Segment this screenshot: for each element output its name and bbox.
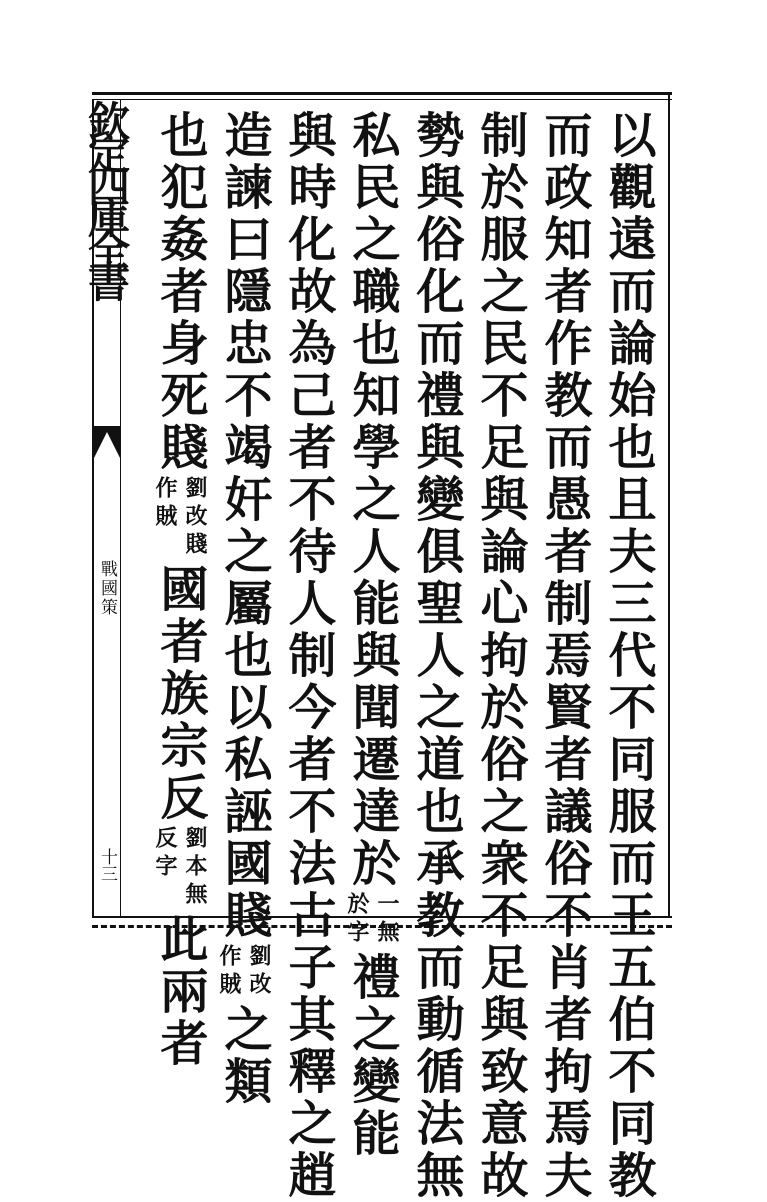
main-text: 之類 — [216, 1004, 272, 1108]
banxin-chapter: 戰國策 — [97, 560, 117, 617]
text-column — [470, 110, 530, 1202]
text-column — [214, 110, 274, 1108]
main-text: 以觀遠而論始也且夫三代不同服而王五伯不同教 — [600, 110, 656, 1202]
main-text: 而政知者作教而愚者制焉賢者議俗不肖者拘焉夫 — [536, 110, 592, 1202]
text-column — [342, 110, 402, 1160]
annotation-note — [152, 826, 208, 910]
top-inner-border — [92, 99, 672, 100]
main-text: 勢與俗化而禮與變俱聖人之道也承教而動循法無 — [408, 110, 464, 1202]
main-text: 私民之職也知學之人能與聞遷達於 — [344, 110, 400, 890]
top-border — [92, 92, 672, 95]
fish-tail-icon — [94, 432, 120, 458]
annotation-line: 反字 — [152, 826, 178, 882]
annotation-line: 作賊 — [152, 476, 178, 532]
main-text: 國者族宗反 — [152, 564, 208, 824]
main-text: 此兩者 — [152, 914, 208, 1070]
main-text: 也犯姦者身死賤 — [152, 110, 208, 474]
annotation-line: 於字 — [344, 892, 370, 948]
banxin-title: 欽定四庫全書 — [82, 100, 131, 292]
annotation-line: 劉改賤 — [182, 476, 208, 560]
text-column — [150, 110, 210, 1070]
annotation-note — [216, 944, 272, 1000]
main-text: 制於服之民不足與論心拘於俗之衆不足與致意故 — [472, 110, 528, 1202]
main-text: 造諫曰隱忠不竭奸之屬也以私誣國賤 — [216, 110, 272, 942]
annotation-line: 劉本無 — [182, 826, 208, 910]
annotation-line: 一無 — [374, 892, 400, 948]
annotation-line: 劉改 — [246, 944, 272, 1000]
text-column — [406, 110, 466, 1202]
text-column — [278, 110, 338, 1202]
banxin-page-number: 十三 — [97, 848, 117, 882]
annotation-note — [152, 476, 208, 560]
banxin-strip — [82, 100, 131, 916]
text-column — [534, 110, 594, 1202]
right-border — [668, 92, 670, 918]
main-text: 禮之變能 — [344, 952, 400, 1160]
annotation-line: 作賊 — [216, 944, 242, 1000]
main-text: 與時化故為己者不待人制今者不法古子其釋之趙 — [280, 110, 336, 1202]
annotation-note — [344, 892, 400, 948]
text-column — [598, 110, 658, 1202]
